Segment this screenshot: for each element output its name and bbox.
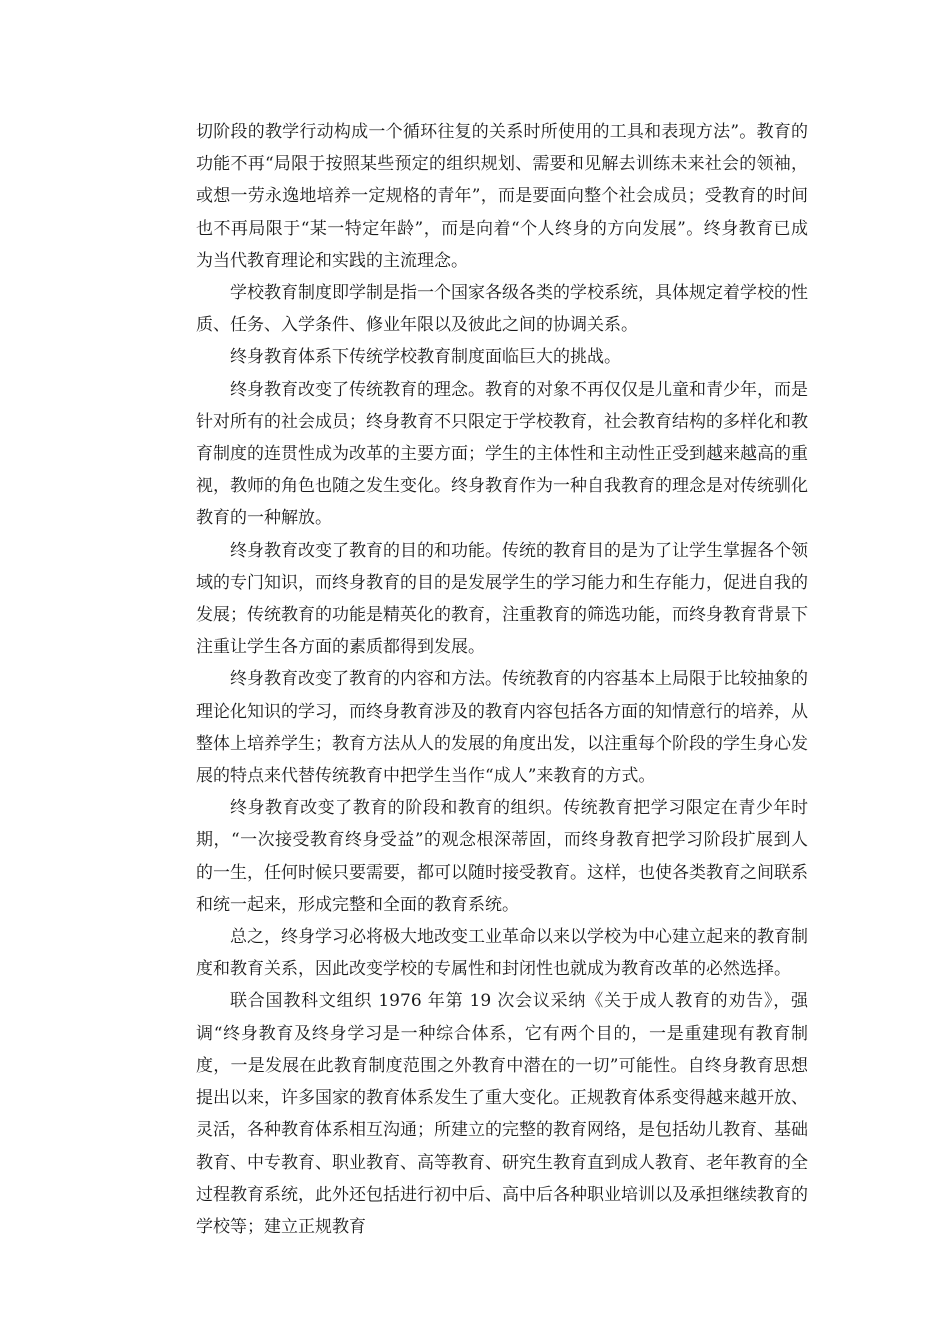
paragraph-school-system-definition: 学校教育制度即学制是指一个国家各级各类的学校系统，具体规定着学校的性质、任务、入学条件、修业年限以及彼此之间的协调关系。 — [196, 283, 808, 336]
paragraph-purpose-function-change: 终身教育改变了教育的目的和功能。传统的教育目的是为了让学生掌握各个领域的专门知识，而终身教育的目的是发展学生的学习能力和生存能力，促进自我的发展；传统教育的功能是精英化的教育，注重教育的筛选功能，而终身教育背景下注重让学生各方面的素质都得到发展。 — [196, 540, 808, 658]
paragraph-concept-change: 终身教育改变了传统教育的理念。教育的对象不再仅仅是儿童和青少年，而是针对所有的社会成员；终身教育不只限定于学校教育，社会教育结构的多样化和教育制度的连贯性成为改革的主要方面；学生的主体性和主动性正受到越来越高的重视，教师的角色也随之发生变化。终身教育作为一种自我教育的理念是对传统驯化教育的一种解放。 — [196, 379, 808, 529]
paragraph-unesco-recommendation: 联合国教科文组织 1976 年第 19 次会议采纳《关于成人教育的劝告》，强调“终身教育及终身学习是一种综合体系，它有两个目的，一是重建现有教育制度，一是发展在此教育制度范围之外教育中潜在的一切”可能性。自终身教育思想提出以来，许多国家的教育体系发生了重大变化。正规教育体系变得越来越开放、灵活，各种教育体系相互沟通；所建立的完整的教育网络，是包括幼儿教育、基础教育、中专教育、职业教育、高等教育、研究生教育直到成人教育、老年教育的全过程教育系统，此外还包括进行初中后、高中后各种职业培训以及承担继续教育的学校等；建立正规教育 — [196, 991, 808, 1237]
paragraph-stage-organization-change: 终身教育改变了教育的阶段和教育的组织。传统教育把学习限定在青少年时期，“一次接受教育终身受益”的观念根深蒂固，而终身教育把学习阶段扩展到人的一生，任何时候只要需要，都可以随时接受教育。这样，也使各类教育之间联系和统一起来，形成完整和全面的教育系统。 — [196, 798, 808, 915]
paragraph-summary: 总之，终身学习必将极大地改变工业革命以来以学校为中心建立起来的教育制度和教育关系，因此改变学校的专属性和封闭性也就成为教育改革的必然选择。 — [196, 927, 808, 980]
paragraph-continued-from-previous-page: 切阶段的教学行动构成一个循环往复的关系时所使用的工具和表现方法”。教育的功能不再“局限于按照某些预定的组织规划、需要和见解去训练未来社会的领袖，或想一劳永逸地培养一定规格的青年”，而是要面向整个社会成员；受教育的时间也不再局限于“某一特定年龄”，而是向着“个人终身的方向发展”。终身教育已成为当代教育理论和实践的主流理念。 — [196, 122, 808, 271]
paragraph-content-method-change: 终身教育改变了教育的内容和方法。传统教育的内容基本上局限于比较抽象的理论化知识的学习，而终身教育涉及的教育内容包括各方面的知情意行的培养，从整体上培养学生；教育方法从人的发展的角度出发，以注重每个阶段的学生身心发展的特点来代替传统教育中把学生当作“成人”来教育的方式。 — [196, 669, 808, 787]
document-body — [196, 116, 808, 1243]
paragraph-challenge-statement: 终身教育体系下传统学校教育制度面临巨大的挑战。 — [230, 347, 621, 368]
